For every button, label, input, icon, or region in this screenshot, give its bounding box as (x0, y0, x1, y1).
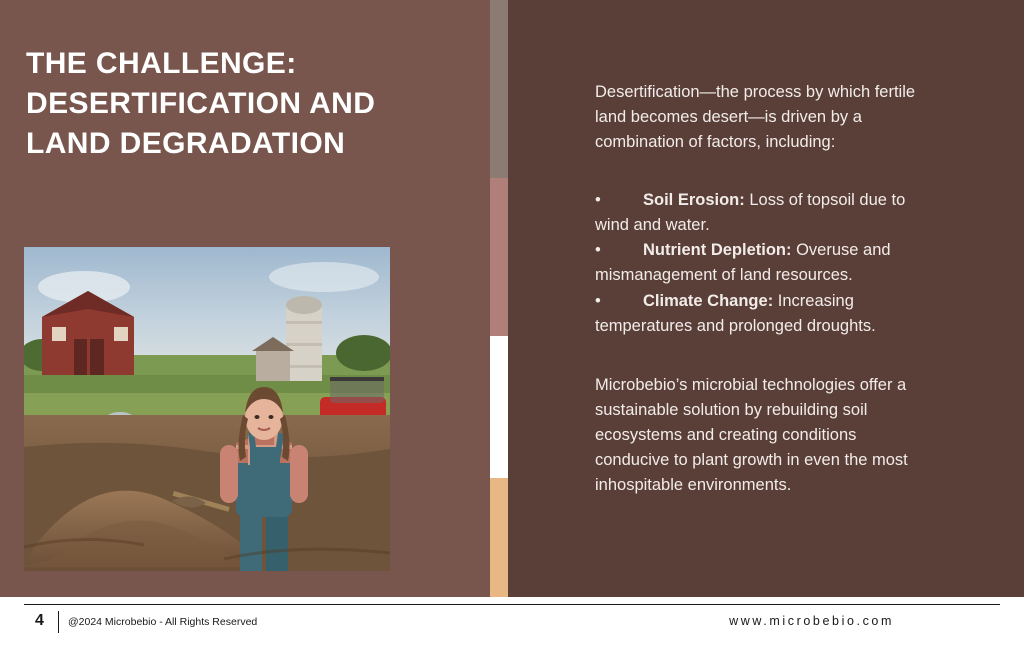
closing-paragraph: Microbebio’s microbial technologies offer a sustainable solution by rebuilding soil ecosystems and creating conditions conducive to plant growth in even the most inhospitable environments. (595, 375, 908, 495)
list-item (595, 238, 935, 288)
footer-divider (24, 604, 1000, 605)
footer-vertical-divider (58, 611, 59, 633)
paragraph-spacer (595, 357, 935, 373)
bullet-marker: • (595, 291, 601, 310)
paragraph-spacer (595, 172, 935, 188)
bullet-text: Increasing temperatures and prolonged droughts. (595, 291, 876, 335)
website-url: www.microbebio.com (729, 614, 894, 628)
bullet-text: Loss of topsoil due to wind and water. (595, 191, 906, 235)
factors-bullet-list (595, 188, 935, 338)
stripe-segment-3 (490, 336, 508, 478)
accent-stripe (490, 0, 508, 597)
bullet-marker: • (595, 241, 601, 260)
page-number: 4 (35, 612, 44, 629)
stripe-segment-1 (490, 0, 508, 178)
body-copy (595, 80, 935, 498)
bullet-marker: • (595, 191, 601, 210)
stripe-segment-2 (490, 178, 508, 336)
stripe-segment-4 (490, 478, 508, 597)
intro-paragraph: Desertification—the process by which fertile land becomes desert—is driven by a combination of factors, including: (595, 83, 916, 152)
bullet-term: Climate Change: (643, 291, 774, 310)
bullet-term: Soil Erosion: (643, 191, 745, 210)
copyright-text: @2024 Microbebio - All Rights Reserved (68, 616, 258, 628)
bullet-term: Nutrient Depletion: (643, 241, 792, 260)
slide-title: THE CHALLENGE: DESERTIFICATION AND LAND DEGRADATION (26, 47, 376, 160)
list-item (595, 188, 935, 238)
farm-photo (24, 247, 390, 571)
bullet-text: Overuse and mismanagement of land resources. (595, 241, 891, 285)
list-item (595, 289, 935, 339)
